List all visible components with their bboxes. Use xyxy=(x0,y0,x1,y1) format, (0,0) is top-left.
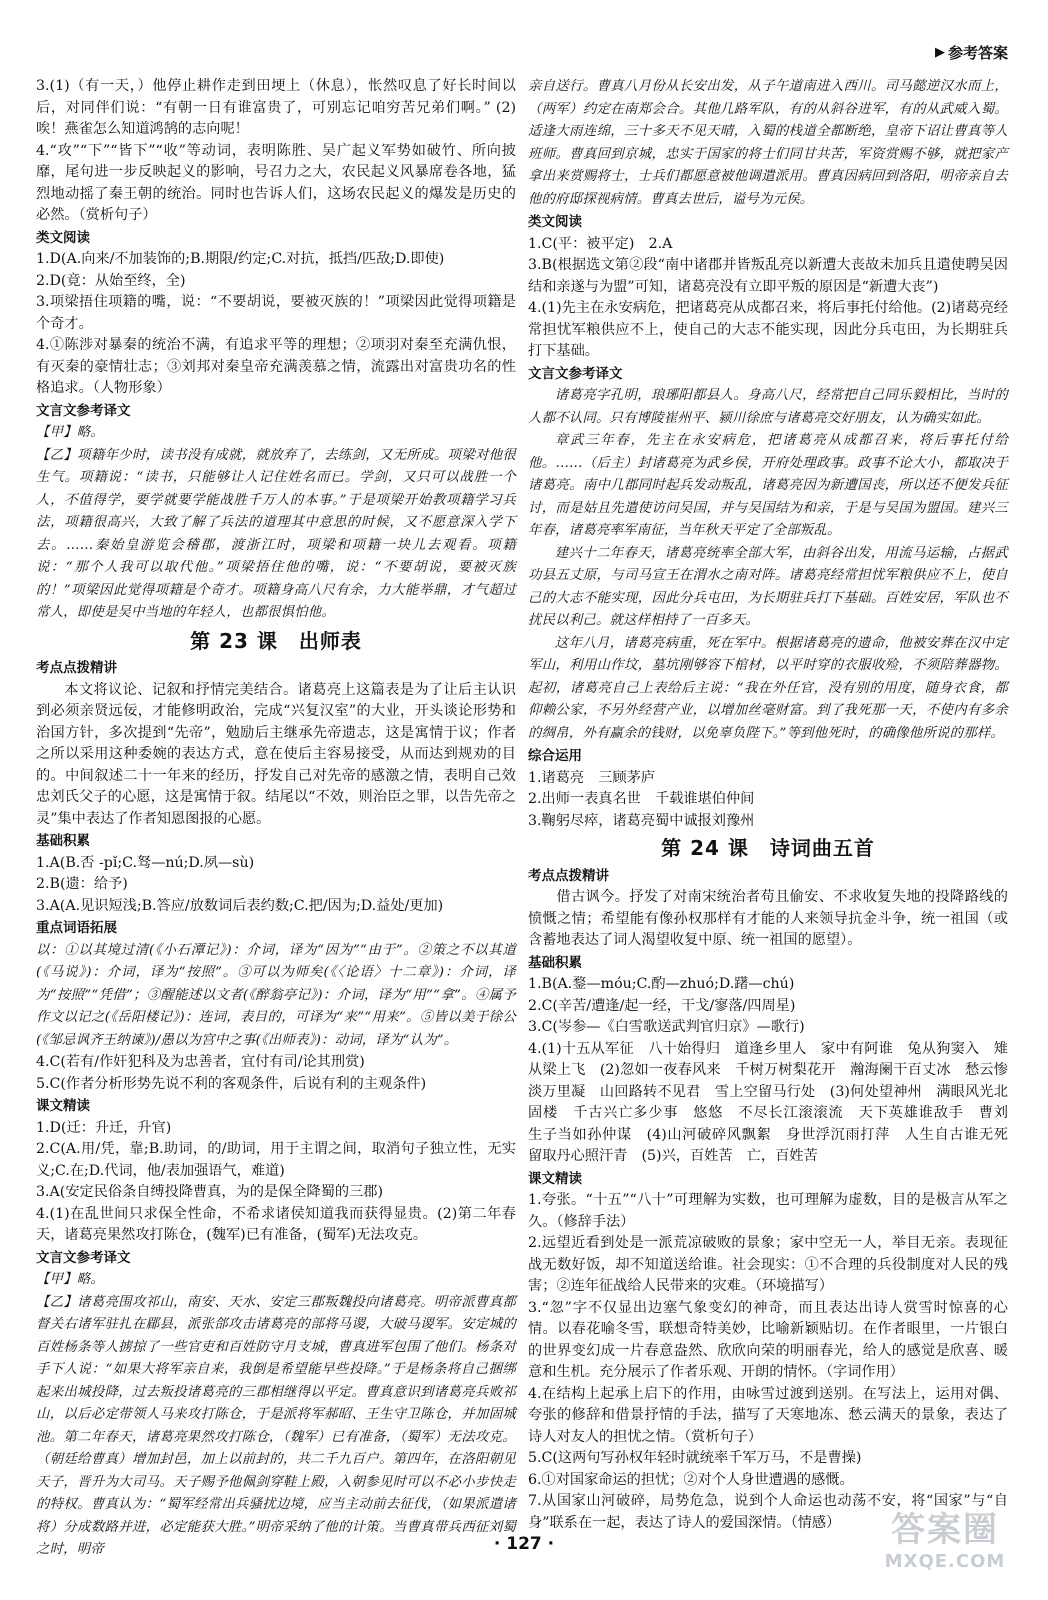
answer-item: 1.C(平：被平定) 2.A xyxy=(528,235,673,252)
page-number: · 127 · xyxy=(493,1534,555,1554)
answer-item: 4.(1)十五从军征 八十始得归 道逢乡里人 家中有阿谁 兔从狗窦入 雉从梁上飞 (2)忽如一夜春风来 千树万树梨花开 瀚海阑干百丈冰 愁云惨淡万里凝 山回路转不见君 雪上空留马行处 (3)何处望神州 满眼风光北固楼 千古兴亡多少事 悠悠 不尽长江滚滚流 天下英雄谁敌手 曹刘 生子当如孙仲谋 (4)山河破碎风飘絮 身世浮沉雨打萍 人生自古谁无死 留取丹心照汗青 (5)兴，百姓苦 亡，百姓苦 xyxy=(528,1040,1023,1164)
answer-item: 3.鞠躬尽瘁，诸葛亮蜀中诚报刘豫州 xyxy=(528,812,755,829)
watermark-url: MXQE.COM xyxy=(884,1551,1006,1572)
answer-item: 4.在结构上起承上启下的作用，由咏雪过渡到送别。在写法上，运用对偶、夸张的修辞和借景抒情的手法，描写了天寒地冻、愁云满天的景象，表达了诗人对友人的担忧之情。（赏析句子） xyxy=(528,1385,1008,1445)
answer-item: 2.B(遗：给予) xyxy=(36,876,128,892)
answer-item: 5.C(这两句写孙权年轻时就统率千军万马，不是曹操) xyxy=(528,1450,862,1466)
translation-paragraph: 以：①以其境过清(《小石潭记》)：介词，译为“因为”“由于”。②策之不以其道(《马说》)：介词，译为“按照”。③可以为师矣(《〈论语〉十二章》)：介词，译为“按照”“凭借”；③醒能述以文者(《醉翁亭记》)：介词，译为“用”“拿”。④属予作文以记之(《岳阳楼记》)：连词，表目的，可译为“来”“用来”。⑤皆以美于徐公(《邹忌讽齐王纳谏》)/愚以为宫中之事(《出师表》)：动词，译为“认为”。 xyxy=(36,942,516,1048)
answer-item: 4.C(若有/作奸犯科及为忠善者，宜付有司/论其刑赏) xyxy=(36,1054,365,1070)
right-column xyxy=(528,76,1023,1534)
answer-item: 3.项梁捂住项籍的嘴，说：“不要胡说，要被灭族的！”项梁因此觉得项籍是个奇才。 xyxy=(36,294,516,332)
section-heading: 重点词语拓展 xyxy=(36,920,117,936)
left-column xyxy=(36,76,516,1562)
watermark-text: 答案圈 xyxy=(891,1510,999,1550)
lesson-title: 第 23 课 出师表 xyxy=(190,628,362,653)
answer-item: 7.从国家山河破碎，局势危急，说到个人命运也动荡不安，将“国家”与“自身”联系在一起，表达了诗人的爱国深情。（情感） xyxy=(528,1493,1008,1531)
section-heading: 基础积累 xyxy=(528,954,582,971)
section-tag xyxy=(935,42,1008,63)
section-tag-label: 参考答案 xyxy=(947,44,1008,62)
translation-paragraph: 【甲】略。 xyxy=(36,425,104,440)
translation-paragraph: 这年八月，诸葛亮病重，死在军中。根据诸葛亮的遗命，他被安葬在汉中定军山，利用山作坟，墓坑刚够容下棺材，以平时穿的衣服收殓，不须陪葬器物。起初，诸葛亮自己上表给后主说：“我在外任官，没有别的用度，随身衣食，都仰赖公家，不另外经营产业，以增加丝毫财富。到了我死那一天，不使内有多余的绸帛，外有赢余的钱财，以免辜负陛下。”等到他死时，的确像他所说的那样。 xyxy=(528,635,1008,741)
translation-paragraph: 亲自送行。曹真八月份从长安出发，从子午道南进入西川。司马懿逆汉水而上，（两军）约定在南郑会合。其他几路军队，有的从斜谷进军，有的从武威入蜀。适逢大雨连绵，三十多天不见天晴，入蜀的栈道全都断绝，皇帝下诏让曹真等人班师。曹真回到京城，忠实于国家的将士们同甘共苦，军资赏赐不够，就把家产拿出来赏赐将士，士兵们都愿意被他调遣派用。曹真因病回到洛阳，明帝亲自去他的府邸探视病情。曹真去世后，谥号为元侯。 xyxy=(528,79,1008,207)
answer-item: 2.出师一表真名世 千载谁堪伯仲间 xyxy=(528,791,755,807)
body-paragraph: 本文将议论、记叙和抒情完美结合。诸葛亮上这篇表是为了让后主认识到必须亲贤远佞，才能修明政治，完成“兴复汉室”的大业，开头谈论形势和治国方针，多次提到“先帝”，勉励后主继承先帝遗志，这是寓情于议；作者之所以采用这种委婉的表达方式，意在使后主容易接受，从而达到规劝的目的。中间叙述二十一年来的经历，抒发自己对先帝的感激之情，表明自己效忠刘氏父子的心愿，这是寓情于叙。结尾以“不效，则治臣之罪，以告先帝之灵”集中表达了作者知恩图报的心愿。 xyxy=(36,681,516,827)
section-heading: 文言文参考译文 xyxy=(36,402,131,419)
translation-paragraph: 【乙】诸葛亮围攻祁山，南安、天水、安定三郡叛魏投向诸葛亮。明帝派曹真都督关右诸军驻扎在郿县，派张郃攻击诸葛亮的部将马谡，大破马谡军。安定城的百姓杨条等人掳掠了一些官吏和百姓防守月支城，曹真进军包围了他们。杨条对手下人说：“如果大将军亲自来，我倒是希望能早些投降。”于是杨条将自己捆绑起来出城投降，过去叛投诸葛亮的三郡相继得以平定。曹真意识到诸葛亮兵败祁山，以后必定带领人马来攻打陈仓，于是派将军郝昭、王生守卫陈仓，并加固城池。第二年春天，诸葛亮果然攻打陈仓，（魏军）已有准备，（蜀军）无法攻克。（朝廷给曹真）增加封邑，加上以前封的，共二千九百户。第四年，在洛阳朝见天子，晋升为大司马。天子赐予他佩剑穿鞋上殿，入朝参见时可以不必小步快走的特权。曹真认为：“蜀军经常出兵骚扰边境，应当主动前去征伐，（如果派遣诸将）分成数路并进，必定能获大胜。”明帝采纳了他的计策。当曹真带兵西征刘蜀之时，明帝 xyxy=(36,1294,516,1557)
section-heading: 类文阅读 xyxy=(528,214,582,230)
answer-item: 5.C(作者分析形势先说不利的客观条件，后说有利的主观条件) xyxy=(36,1075,427,1092)
answer-item: 2.远望近看到处是一派荒凉破败的景象；家中空无一人，举目无亲。表现征战无数好饭，却不知道送给谁。社会现实：①不合理的兵役制度对人民的残害；②连年征战给人民带来的灾难。（环境描写） xyxy=(528,1235,1008,1294)
answer-item: 4.“攻”“下”“皆下”“收”等动词，表明陈胜、吴广起义军势如破竹、所向披靡，尾句进一步反映起义的影响，号召力之大，农民起义风暴席卷各地，猛烈地动摇了秦王朝的统治。同时也告诉人们，这场农民起义的爆发是历史的必然。（赏析句子） xyxy=(36,142,516,223)
translation-paragraph: 【乙】项籍年少时，读书没有成就，就放弃了，去练剑，又无所成。项梁对他很生气。项籍说：“读书，只能够让人记住姓名而已。学剑，又只可以战胜一个人，不值得学，要学就要学能战胜千万人的本事。”于是项梁开始教项籍学习兵法，项籍很高兴，大致了解了兵法的道理其中意思的时候，又不愿意深入学下去。……秦始皇游览会稽郡，渡浙江时，项梁和项籍一块儿去观看。项籍说：“那个人我可以取代他。”项梁捂住他的嘴，说：“不要胡说，要被灭族的！”项梁因此觉得项籍是个奇才。项籍身高八尺有余，力大能举鼎，才气超过常人，即使是吴中当地的年轻人，也都很惧怕他。 xyxy=(36,447,516,620)
section-heading: 课文精读 xyxy=(528,1170,582,1187)
answer-item: 3.A(安定民俗条自缚投降曹真，为的是保全降蜀的三郡) xyxy=(36,1184,383,1200)
answer-item: 3.C(岑参—《白雪歌送武判官归京》—歌行) xyxy=(528,1019,805,1035)
lesson-title: 第 24 课 诗词曲五首 xyxy=(661,836,875,860)
answer-item: 2.C(辛苦/遭逢/起一经，干戈/寥落/四周星) xyxy=(528,997,796,1014)
answer-item: 4.(1)先主在永安病危，把诸葛亮从成都召来，将后事托付给他。(2)诸葛亮经常担忧军粮供应不上，使自己的大志不能实现，因此分兵屯田，为长期驻兵打下基础。 xyxy=(528,300,1008,359)
section-heading: 文言文参考译文 xyxy=(528,365,623,382)
answer-item: 1.D(迁：升迁，升官) xyxy=(36,1119,172,1136)
triangle-right-icon: ▶ xyxy=(934,45,945,60)
translation-paragraph: 章武三年春，先主在永安病危，把诸葛亮从成都召来，将后事托付给他。……（后主）封诸葛亮为武乡侯，开府处理政事。政事不论大小，都取决于诸葛亮。南中几郡同时起兵发动叛乱，诸葛亮因为新遭国丧，所以还不便发兵征讨，而是姑且先遣使访问吴国，并与吴国结为和亲，于是与吴国为盟国。建兴三年春，诸葛亮率军南征，当年秋天平定了全部叛乱。 xyxy=(528,433,1008,538)
answer-item: 1.A(B.否 -pǐ;C.驽—nú;D.夙—sù) xyxy=(36,854,255,871)
body-paragraph: 借古讽今。抒发了对南宋统治者苟且偷安、不求收复失地的投降路线的愤慨之情；希望能有像孙权那样有才能的人来领导抗金斗争，统一祖国（或含蓄地表达了词人渴望收复中原、统一祖国的愿望）。 xyxy=(528,889,1008,948)
answer-item: 2.C(A.用/凭，靠;B.助词，的/助词，用于主谓之间，取消句子独立性，无实义;C.在;D.代词，他/表加强语气，难道) xyxy=(36,1141,516,1179)
section-heading: 综合运用 xyxy=(528,748,582,764)
answer-item: 2.D(竟：从始至终，全) xyxy=(36,272,186,289)
watermark-logo xyxy=(870,1502,1020,1586)
translation-paragraph: 建兴十二年春天，诸葛亮统率全部大军，由斜谷出发，用流马运输，占据武功县五丈原，与司马宣王在渭水之南对阵。诸葛亮经常担忧军粮供应不上，使自己的大志不能实现，因此分兵屯田，为长期驻兵打下基础。百姓安居，军队也不扰民以利己。就这样相持了一百多天。 xyxy=(528,545,1008,628)
answer-item: 4.(1)在乱世间只求保全性命，不希求诸侯知道我而获得显贵。(2)第二年春天，诸葛亮果然攻打陈仓，(魏军)已有准备，(蜀军)无法攻克。 xyxy=(36,1205,516,1243)
answer-item: 1.夸张。“十五”“八十”可理解为实数，也可理解为虚数，目的是极言从军之久。（修辞手法） xyxy=(528,1192,1008,1230)
section-heading: 类文阅读 xyxy=(36,229,90,246)
section-heading: 考点点拨精讲 xyxy=(528,867,609,884)
section-heading: 考点点拨精讲 xyxy=(36,660,117,676)
section-heading: 基础积累 xyxy=(36,833,90,849)
answer-item: 6.①对国家命运的担忧；②对个人身世遭遇的感慨。 xyxy=(528,1471,854,1488)
answer-item: 3.A(A.见识短浅;B.答应/放数词后表约数;C.把/因为;D.益处/更加) xyxy=(36,897,444,914)
answer-item: 3.“忽”字不仅显出边塞气象变幻的神奇，而且表达出诗人赏雪时惊喜的心情。以春花喻冬雪，联想奇特美妙，比喻新颖贴切。在作者眼里，一片银白的世界变幻成一片春意盎然、欣欣向荣的明丽春光，给人的感觉是欣喜、暖意和生机。充分展示了作者乐观、开朗的情怀。（字词作用） xyxy=(528,1299,1008,1380)
section-heading: 文言文参考译文 xyxy=(36,1249,131,1266)
answer-item: 1.诸葛亮 三顾茅庐 xyxy=(528,769,656,786)
answer-item: 1.B(A.鍪—móu;C.酌—zhuó;D.躇—chú) xyxy=(528,976,795,992)
answer-item: 4.①陈涉对暴秦的统治不满，有追求平等的理想；②项羽对秦至充满仇恨，有灭秦的豪情壮志；③刘邦对秦皇帝充满羡慕之情，流露出对富贵功名的性格追求。（人物形象） xyxy=(36,337,516,396)
answer-item: 3.B(根据选文第②段“南中诸郡并皆叛乱亮以新遭大丧故未加兵且遣使聘吴因结和亲遂与为盟”可知，诸葛亮没有立即平叛的原因是“新遭大丧”) xyxy=(528,257,1008,295)
answer-item: 3.(1)（有一天，）他停止耕作走到田埂上（休息），怅然叹息了好长时间以后，对同伴们说：“有朝一日有谁富贵了，可别忘记咱穷苦兄弟们啊。” (2)唉！燕雀怎么知道鸿鹄的志向呢！ xyxy=(36,78,516,137)
section-heading: 课文精读 xyxy=(36,1098,90,1114)
translation-paragraph: 诸葛亮字孔明，琅琊阳都县人。身高八尺，经常把自己同乐毅相比，当时的人都不认同。只有博陵崔州平、颍川徐庶与诸葛亮交好朋友，认为确实如此。 xyxy=(528,388,1008,426)
translation-paragraph: 【甲】略。 xyxy=(36,1272,104,1287)
answer-item: 1.D(A.向来/不加装饰的;B.期限/约定;C.对抗，抵挡/匹敌;D.即使) xyxy=(36,251,445,267)
